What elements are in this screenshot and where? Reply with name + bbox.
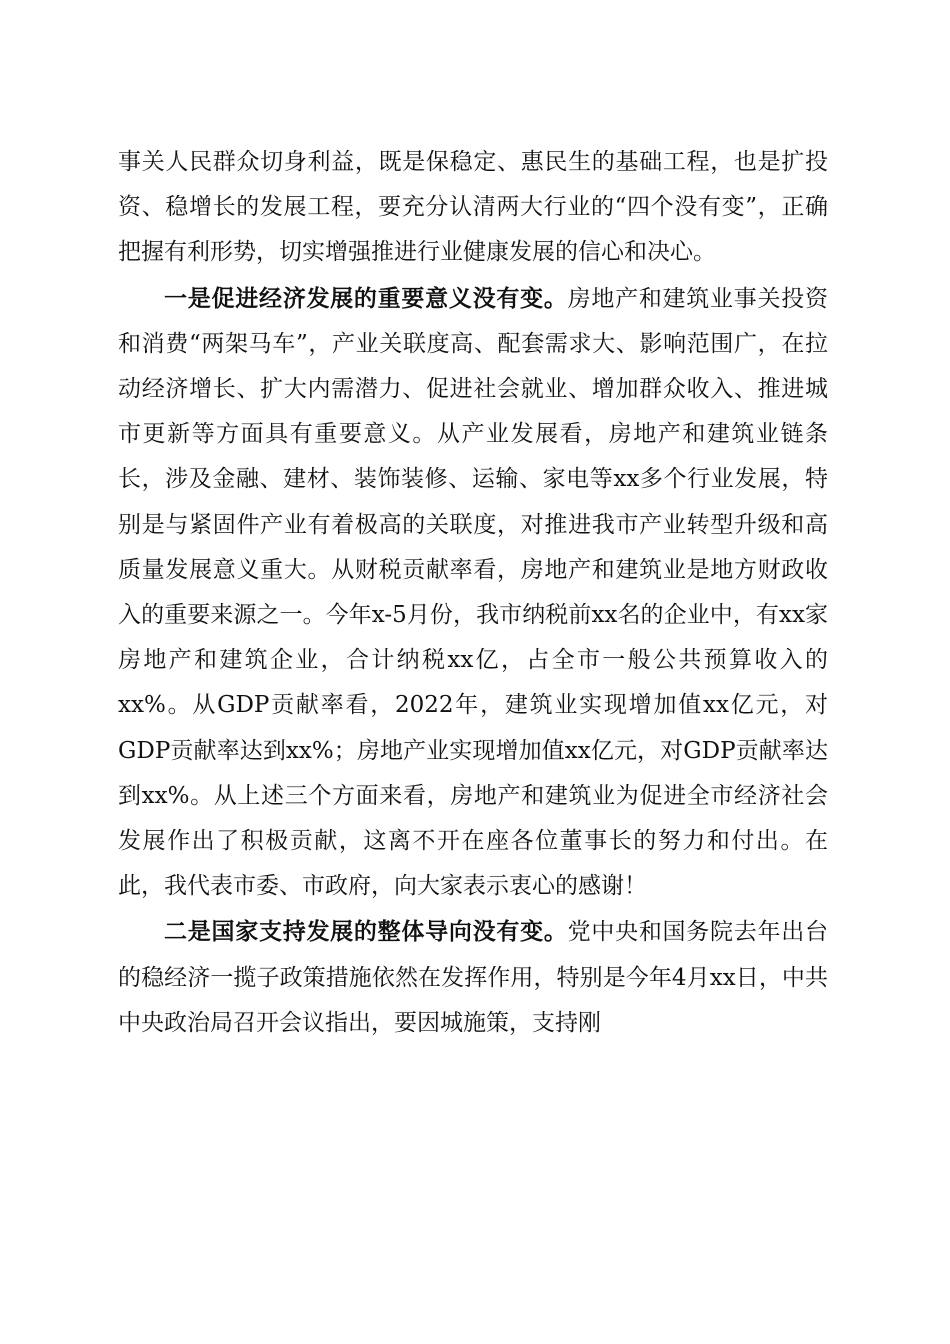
paragraph-point-two-heading: 二是国家支持发展的整体导向没有变。: [164, 918, 568, 946]
document-body: [118, 140, 828, 1046]
paragraph-point-two-text: 党中央和国务院去年出台的稳经济一揽子政策措施依然在发挥作用，特别是今年4月xx日，中共中央政治局召开会议指出，要因城施策，支持刚: [118, 919, 829, 1036]
paragraph-point-one: [118, 276, 828, 910]
paragraph-intro: [118, 140, 828, 276]
paragraph-intro-text: 事关人民群众切身利益，既是保稳定、惠民生的基础工程，也是扩投资、稳增长的发展工程，要充分认清两大行业的“四个没有变”，正确把握有利形势，切实增强推进行业健康发展的信心和决心。: [118, 149, 828, 266]
paragraph-point-one-text: 房地产和建筑业事关投资和消费“两架马车”，产业关联度高、配套需求大、影响范围广，在拉动经济增长、扩大内需潜力、促进社会就业、增加群众收入、推进城市更新等方面具有重要意义。从产业发展看，房地产和建筑业链条长，涉及金融、建材、装饰装修、运输、家电等xx多个行业发展，特别是与紧固件产业有着极高的关联度，对推进我市产业转型升级和高质量发展意义重大。从财税贡献率看，房地产和建筑业是地方财政收入的重要来源之一。今年x-5月份，我市纳税前xx名的企业中，有xx家房地产和建筑企业，合计纳税xx亿，占全市一般公共预算收入的xx%。从GDP贡献率看，2022年，建筑业实现增加值xx亿元，对GDP贡献率达到xx%；房地产业实现增加值xx亿元，对GDP贡献率达到xx%。从上述三个方面来看，房地产和建筑业为促进全市经济社会发展作出了积极贡献，这离不开在座各位董事长的努力和付出。在此，我代表市委、市政府，向大家表示衷心的感谢！: [118, 285, 829, 900]
paragraph-point-two: [118, 909, 828, 1046]
paragraph-point-one-heading: 一是促进经济发展的重要意义没有变。: [164, 284, 568, 312]
